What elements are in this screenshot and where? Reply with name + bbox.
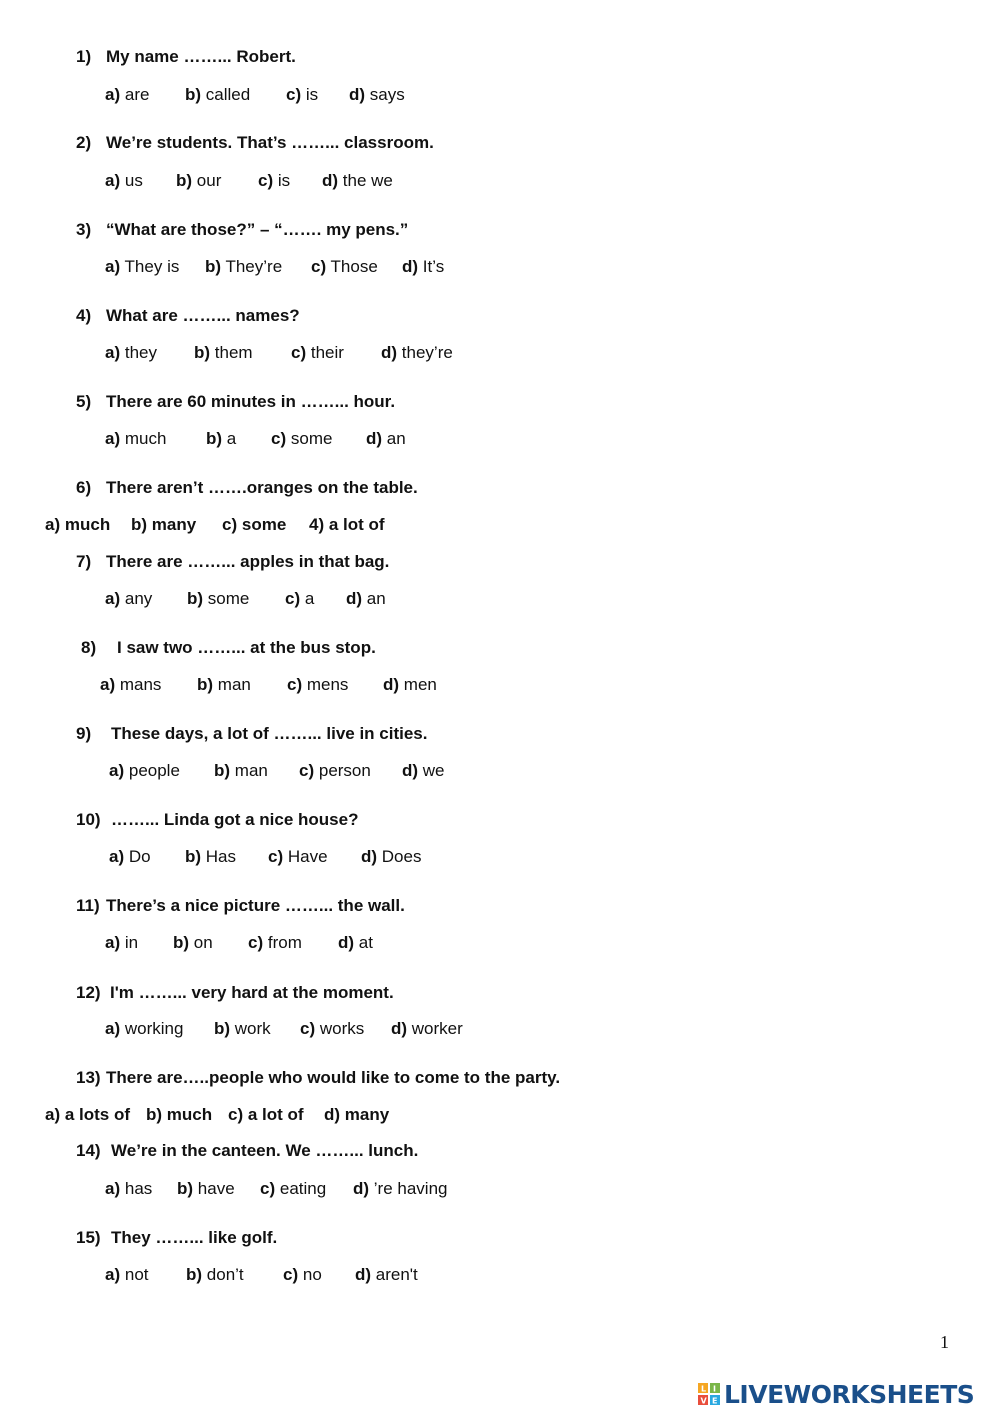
question-text: There are ……... apples in that bag.	[106, 552, 390, 571]
question-number: 4)	[76, 306, 92, 325]
option-d[interactable]: d) we	[402, 761, 445, 780]
option-a[interactable]: a) a lots of	[45, 1105, 131, 1124]
option-c[interactable]: c) works	[300, 1019, 365, 1038]
option-c[interactable]: c) some	[271, 429, 333, 448]
options-5	[105, 429, 406, 449]
question-text: There aren’t …….oranges on the table.	[106, 478, 418, 497]
option-d[interactable]: d) Does	[361, 847, 422, 866]
question-number: 11)	[76, 896, 100, 915]
option-c[interactable]: c) Have	[268, 847, 328, 866]
option-b[interactable]: b) They’re	[205, 257, 283, 276]
option-a[interactable]: a) any	[105, 589, 153, 608]
option-d[interactable]: d) worker	[391, 1019, 463, 1038]
options-2	[105, 171, 393, 191]
question-text: I saw two ……... at the bus stop.	[117, 638, 376, 657]
question-2	[76, 133, 434, 153]
option-d[interactable]: d) It’s	[402, 257, 445, 276]
question-text: My name ……... Robert.	[106, 47, 296, 66]
option-d[interactable]: 4) a lot of	[309, 515, 385, 534]
option-a[interactable]: a) working	[105, 1019, 184, 1038]
question-text: These days, a lot of ……... live in cities.	[111, 724, 428, 743]
option-a[interactable]: a) people	[109, 761, 180, 780]
question-text: We’re students. That’s ……... classroom.	[106, 133, 434, 152]
option-d[interactable]: d) at	[338, 933, 373, 952]
option-c[interactable]: c) eating	[260, 1179, 327, 1198]
option-c[interactable]: c) person	[299, 761, 371, 780]
question-text: There are…..people who would like to come to the party.	[106, 1068, 561, 1087]
question-4	[76, 306, 300, 326]
question-10	[76, 810, 358, 830]
question-text: There’s a nice picture ……... the wall.	[106, 896, 405, 915]
question-7	[76, 552, 389, 572]
page-number: 1	[940, 1332, 949, 1352]
option-a[interactable]: a) much	[45, 515, 111, 534]
logo-text: LIVEWORKSHEETS	[724, 1379, 975, 1409]
options-1	[105, 85, 405, 105]
question-number: 2)	[76, 133, 92, 152]
option-d[interactable]: d) ’re having	[353, 1179, 448, 1198]
option-d[interactable]: d) aren't	[355, 1265, 418, 1284]
question-3	[76, 220, 408, 240]
option-c[interactable]: c) is	[286, 85, 319, 104]
options-12	[105, 1019, 463, 1039]
question-13	[76, 1068, 560, 1088]
option-a[interactable]: a) in	[105, 933, 139, 952]
options-13	[45, 1105, 389, 1125]
svg-text:E: E	[712, 1396, 718, 1405]
options-6	[45, 515, 385, 535]
option-b[interactable]: b) much	[146, 1105, 213, 1124]
question-11	[76, 896, 405, 916]
options-7	[105, 589, 386, 609]
question-text: “What are those?” – “……. my pens.”	[106, 220, 409, 239]
option-d[interactable]: d) says	[349, 85, 405, 104]
question-number: 5)	[76, 392, 92, 411]
options-8	[100, 675, 437, 695]
question-text: What are ……... names?	[106, 306, 300, 325]
question-12	[76, 983, 394, 1003]
option-b[interactable]: b) man	[214, 761, 268, 780]
question-6	[76, 478, 418, 498]
question-number: 12)	[76, 983, 101, 1002]
question-number: 8)	[81, 638, 97, 657]
options-4	[105, 343, 453, 363]
option-a[interactable]: a) are	[105, 85, 150, 104]
option-b[interactable]: b) have	[177, 1179, 235, 1198]
option-a[interactable]: a) not	[105, 1265, 149, 1284]
question-number: 1)	[76, 47, 92, 66]
option-b[interactable]: b) our	[176, 171, 222, 190]
liveworksheets-logo[interactable]	[698, 1378, 974, 1410]
option-b[interactable]: b) man	[197, 675, 251, 694]
question-number: 13)	[76, 1068, 101, 1087]
option-c[interactable]: c) their	[291, 343, 344, 362]
svg-text:I: I	[713, 1384, 716, 1394]
option-d[interactable]: d) an	[346, 589, 386, 608]
option-c[interactable]: c) no	[283, 1265, 322, 1284]
option-c[interactable]: c) from	[248, 933, 302, 952]
option-a[interactable]: a) they	[105, 343, 157, 362]
liveworksheets-logo-icon	[698, 1383, 720, 1405]
option-a[interactable]: a) Do	[109, 847, 151, 866]
options-15	[105, 1265, 418, 1285]
option-b[interactable]: b) some	[187, 589, 250, 608]
options-11	[105, 933, 373, 953]
option-a[interactable]: a) mans	[100, 675, 162, 694]
option-a[interactable]: a) us	[105, 171, 143, 190]
svg-text:L: L	[701, 1384, 707, 1394]
option-d[interactable]: d) they’re	[381, 343, 453, 362]
option-b[interactable]: b) Has	[185, 847, 237, 866]
question-9	[76, 724, 427, 744]
option-d[interactable]: d) many	[324, 1105, 390, 1124]
option-b[interactable]: b) on	[173, 933, 213, 952]
option-d[interactable]: d) men	[383, 675, 437, 694]
question-number: 7)	[76, 552, 92, 571]
question-text: There are 60 minutes in ……... hour.	[106, 392, 396, 411]
option-b[interactable]: b) don’t	[186, 1265, 244, 1284]
options-9	[109, 761, 445, 781]
question-number: 15)	[76, 1228, 101, 1247]
question-15	[76, 1228, 277, 1248]
option-c[interactable]: c) a lot of	[228, 1105, 304, 1124]
options-10	[109, 847, 421, 867]
option-c[interactable]: c) mens	[287, 675, 349, 694]
option-b[interactable]: b) called	[185, 85, 251, 104]
options-14	[105, 1179, 448, 1199]
option-c[interactable]: c) Those	[311, 257, 378, 276]
option-b[interactable]: b) a	[206, 429, 237, 448]
question-number: 10)	[76, 810, 101, 829]
question-text: We’re in the canteen. We ……... lunch.	[111, 1141, 419, 1160]
svg-text:V: V	[700, 1396, 707, 1405]
option-c[interactable]: c) some	[222, 515, 287, 534]
question-text: ……... Linda got a nice house?	[111, 810, 359, 829]
question-number: 3)	[76, 220, 92, 239]
option-a[interactable]: a) much	[105, 429, 167, 448]
option-d[interactable]: d) the we	[322, 171, 393, 190]
question-14	[76, 1141, 418, 1161]
question-5	[76, 392, 395, 412]
option-b[interactable]: b) them	[194, 343, 253, 362]
question-8	[81, 638, 376, 658]
options-3	[105, 257, 444, 277]
question-number: 6)	[76, 478, 92, 497]
option-d[interactable]: d) an	[366, 429, 406, 448]
option-c[interactable]: c) a	[285, 589, 315, 608]
option-b[interactable]: b) many	[131, 515, 197, 534]
question-1	[76, 47, 296, 67]
question-text: I'm ……... very hard at the moment.	[110, 983, 394, 1002]
option-a[interactable]: a) has	[105, 1179, 153, 1198]
option-a[interactable]: a) They is	[105, 257, 180, 276]
question-number: 9)	[76, 724, 92, 743]
option-c[interactable]: c) is	[258, 171, 291, 190]
option-b[interactable]: b) work	[214, 1019, 271, 1038]
question-text: They ……... like golf.	[111, 1228, 278, 1247]
question-number: 14)	[76, 1141, 101, 1160]
